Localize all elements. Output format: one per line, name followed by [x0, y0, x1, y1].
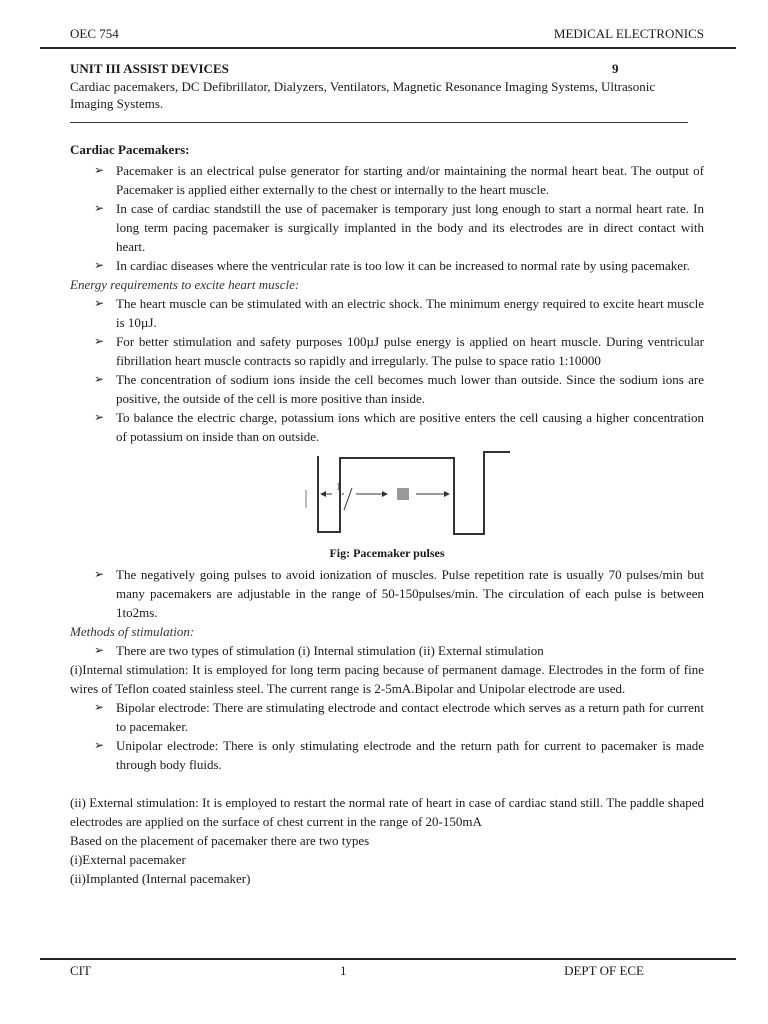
list-item: ➢ To balance the electric charge, potassium ions which are positive enters the cell causing a higher concentration of potassium on inside than on outside.: [94, 410, 704, 444]
rising-edge: [344, 488, 352, 510]
section-heading: Cardiac Pacemakers:: [70, 142, 190, 157]
page-header: [70, 26, 704, 44]
methods-list: [70, 641, 704, 660]
pulse-waveform-diagram: [70, 450, 704, 544]
arrow-bullet-icon: ➢: [94, 700, 105, 714]
list-item: ➢ The concentration of sodium ions inside the cell becomes much lower than outside. Since the sodium ions are positive, the outside of the cell is more positive than inside.: [94, 372, 704, 406]
methods-heading: Methods of stimulation:: [70, 624, 195, 639]
arrow-bullet-icon: ➢: [94, 643, 105, 657]
arrow-bullet-icon: ➢: [94, 258, 105, 272]
type-implanted: (ii)Implanted (Internal pacemaker): [70, 871, 251, 886]
energy-list: [70, 294, 704, 446]
list-item: ➢ The heart muscle can be stimulated with an electric shock. The minimum energy required to excite heart muscle is 10µJ.: [94, 296, 704, 330]
pulse-train-mark: [398, 488, 408, 500]
unit-topics: Cardiac pacemakers, DC Defibrillator, Dialyzers, Ventilators, Magnetic Resonance Imaging Systems, Ultrasonic Imaging Systems.: [70, 79, 656, 111]
list-item: ➢ In cardiac diseases where the ventricular rate is too low it can be increased to normal rate by using pacemaker.: [94, 258, 690, 273]
arrow-bullet-icon: ➢: [94, 296, 105, 310]
arrow-head-icon: [382, 491, 388, 497]
pulse-waveform: [318, 452, 510, 534]
list-item: ➢ For better stimulation and safety purposes 100µJ pulse energy is applied on heart muscle. During ventricular fibrillation heart muscle contracts so rapidly and irregularly. The pulse to space ratio 1:10000: [94, 334, 704, 368]
arrow-head-icon: [320, 491, 326, 497]
placement-intro: Based on the placement of pacemaker there are two types: [70, 833, 370, 848]
list-item: ➢ Bipolar electrode: There are stimulating electrode and contact electrode which serves as a return path for current to pacemaker.: [94, 700, 704, 734]
figure-label: 1: [336, 481, 342, 493]
main-content: [70, 140, 704, 888]
arrow-bullet-icon: ➢: [94, 410, 105, 424]
unit-rule: [70, 122, 688, 123]
unit-hours: 9: [612, 61, 619, 76]
list-item: ➢ The negatively going pulses to avoid ionization of muscles. Pulse repetition rate is usually 70 pulses/min but many pacemakers are adjustable in the range of 50-150pulses/min. The circulation of each pulse is between 1to2ms.: [94, 567, 704, 620]
page-footer: [70, 963, 644, 981]
list-item: ➢ There are two types of stimulation (i) Internal stimulation (ii) External stimulation: [94, 643, 544, 658]
figure-caption: Fig: Pacemaker pulses: [329, 546, 445, 560]
arrow-bullet-icon: ➢: [94, 738, 105, 752]
type-external: (i)External pacemaker: [70, 852, 186, 867]
footer-institution: CIT: [70, 963, 91, 978]
electrode-list: [70, 698, 704, 774]
external-stimulation-paragraph: (ii) External stimulation: It is employed to restart the normal rate of heart in case of cardiac stand still. The paddle shaped electrodes are applied on the surface of chest current in the range of 20-150mA: [70, 795, 704, 829]
arrow-bullet-icon: ➢: [94, 567, 105, 581]
footer-department: DEPT OF ECE: [564, 963, 644, 978]
spacer: [70, 774, 704, 793]
arrow-head-icon: [444, 491, 450, 497]
course-code: OEC 754: [70, 26, 119, 41]
subject-title: MEDICAL ELECTRONICS: [553, 26, 704, 41]
arrow-bullet-icon: ➢: [94, 163, 105, 177]
page-number: 1: [340, 963, 347, 978]
list-item: ➢ Unipolar electrode: There is only stimulating electrode and the return path for current to pacemaker is made through body fluids.: [94, 738, 704, 772]
intro-list: [70, 161, 704, 275]
arrow-bullet-icon: ➢: [94, 372, 105, 386]
energy-heading: Energy requirements to excite heart muscle:: [70, 277, 300, 292]
pulse-list: [70, 565, 704, 622]
internal-stimulation-paragraph: (i)Internal stimulation: It is employed for long term pacing because of permanent damage. Electrodes in the form of fine wires of Teflon coated stainless steel. The current range is 2-5mA.Bipolar and Unipolar electrode are used.: [70, 662, 704, 696]
arrow-bullet-icon: ➢: [94, 334, 105, 348]
list-item: ➢ Pacemaker is an electrical pulse generator for starting and/or maintaining the normal heart beat. The output of Pacemaker is applied either externally to the chest or internally to the heart muscle.: [94, 163, 704, 197]
arrow-bullet-icon: ➢: [94, 201, 105, 215]
footer-rule: [40, 958, 736, 960]
unit-title: UNIT III ASSIST DEVICES: [70, 61, 229, 76]
header-rule: [40, 47, 736, 49]
pacemaker-pulse-figure: [70, 450, 704, 544]
list-item: ➢ In case of cardiac standstill the use of pacemaker is temporary just long enough to start a normal heart rate. In long term pacing pacemaker is surgically implanted in the body and its electrodes are in direct contact with heart.: [94, 201, 704, 254]
